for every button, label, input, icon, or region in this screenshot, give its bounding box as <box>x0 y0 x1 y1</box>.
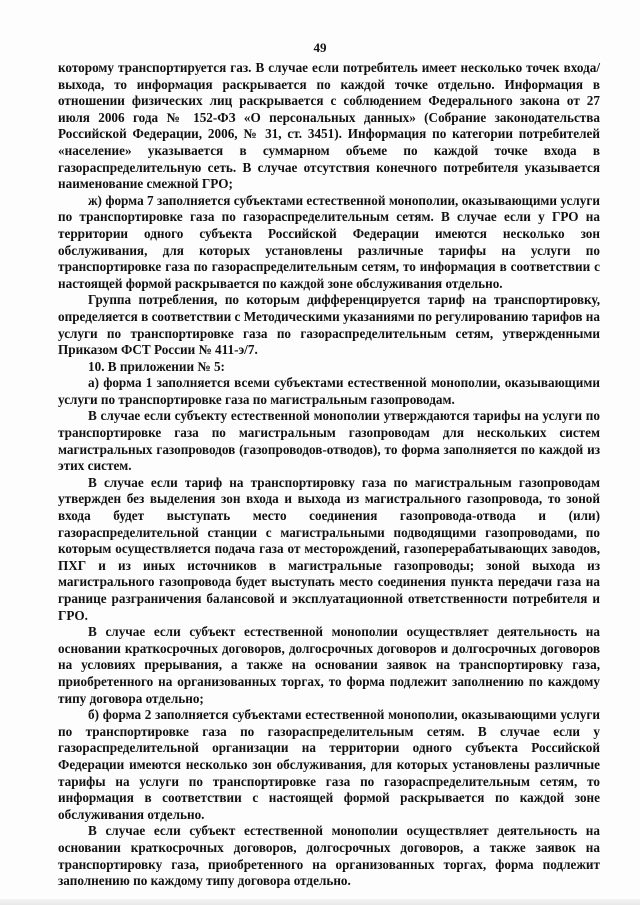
paragraph-1: которому транспортируется газ. В случае если потребитель имеет несколько точек входа/выхода, то информация раскрывается по каждой точке отдельно. Информация в отношении физических лиц раскрывается с соблюдением Федерального закона от 27 июля 2006 года № 152-ФЗ «О персональных данных» (Собрание законодательства Российской Федерации, 2006, № 31, ст. 3451). Информация по категории потребителей «население» указывается в суммарном объеме по каждой точке входа в газораспределительную сеть. В случае отсутствия конечного потребителя указывается наименование смежной ГРО; <box>58 60 600 192</box>
paragraph-3: Группа потребления, по которым дифференцируется тариф на транспортировку, определяется в соответствии с Методическими указаниями по регулированию тарифов на услуги по транспортировке газа по газораспределительным сетям, утвержденными Приказом ФСТ России № 411-э/7. <box>58 292 600 358</box>
paragraph-2: ж) форма 7 заполняется субъектами естественной монополии, оказывающими услуги по транспортировке газа по газораспределительным сетям. В случае если у ГРО на территории одного субъекта Российской Федерации имеются несколько зон обслуживания, для которых установлены различные тарифы на услуги по транспортировке газа по газораспределительным сетям, то информация в соответствии с настоящей формой раскрывается по каждой зоне обслуживания отдельно. <box>58 192 600 291</box>
scan-bottom-edge <box>0 899 640 905</box>
document-body <box>58 60 600 890</box>
paragraph-8: В случае если субъект естественной монополии осуществляет деятельность на основании краткосрочных договоров, долгосрочных договоров и долгосрочных договоров на условиях прерывания, а также на основании заявок на транспортировку газа, приобретенного на организованных торгах, то форма подлежит заполнению по каждому типу договора отдельно; <box>58 624 600 706</box>
paragraph-5: а) форма 1 заполняется всеми субъектами естественной монополии, оказывающими услуги по транспортировке газа по магистральным газопроводам. <box>58 375 600 407</box>
paragraph-6: В случае если субъекту естественной монополии утверждаются тарифы на услуги по транспортировке газа по магистральным газопроводам для нескольких систем магистральных газопроводов (газопроводов-отводов), то форма заполняется по каждой из этих систем. <box>58 408 600 474</box>
paragraph-7: В случае если тариф на транспортировку газа по магистральным газопроводам утвержден без выделения зон входа и выхода из магистрального газопровода, то зоной входа будет выступать место соединения газопровода-отвода и (или) газораспределительной станции с магистральными подводящими газопроводами, по которым осуществляется подача газа от месторождений, газоперерабатывающих заводов, ПХГ и из иных источников в магистральные газопроводы; зоной выхода из магистрального газопровода будет выступать место соединения пункта передачи газа на границе разграничения балансовой и эксплуатационной ответственности потребителя и ГРО. <box>58 474 600 623</box>
paragraph-10: В случае если субъект естественной монополии осуществляет деятельность на основании краткосрочных договоров, долгосрочных договоров, а также заявок на транспортировку газа, приобретенного на организованных торгах, форма подлежит заполнению по каждому типу договора отдельно. <box>58 823 600 889</box>
paragraph-9: б) форма 2 заполняется субъектами естественной монополии, оказывающими услуги по транспортировке газа по газораспределительным сетям. В случае если у газораспределительной организации на территории одного субъекта Российской Федерации имеются несколько зон обслуживания, для которых установлены различные тарифы на услуги по транспортировке газа по газораспределительным сетям, то информация в соответствии с настоящей формой раскрывается по каждой зоне обслуживания отдельно. <box>58 707 600 822</box>
paragraph-4: 10. В приложении № 5: <box>88 358 225 374</box>
page-number: 49 <box>313 40 327 55</box>
